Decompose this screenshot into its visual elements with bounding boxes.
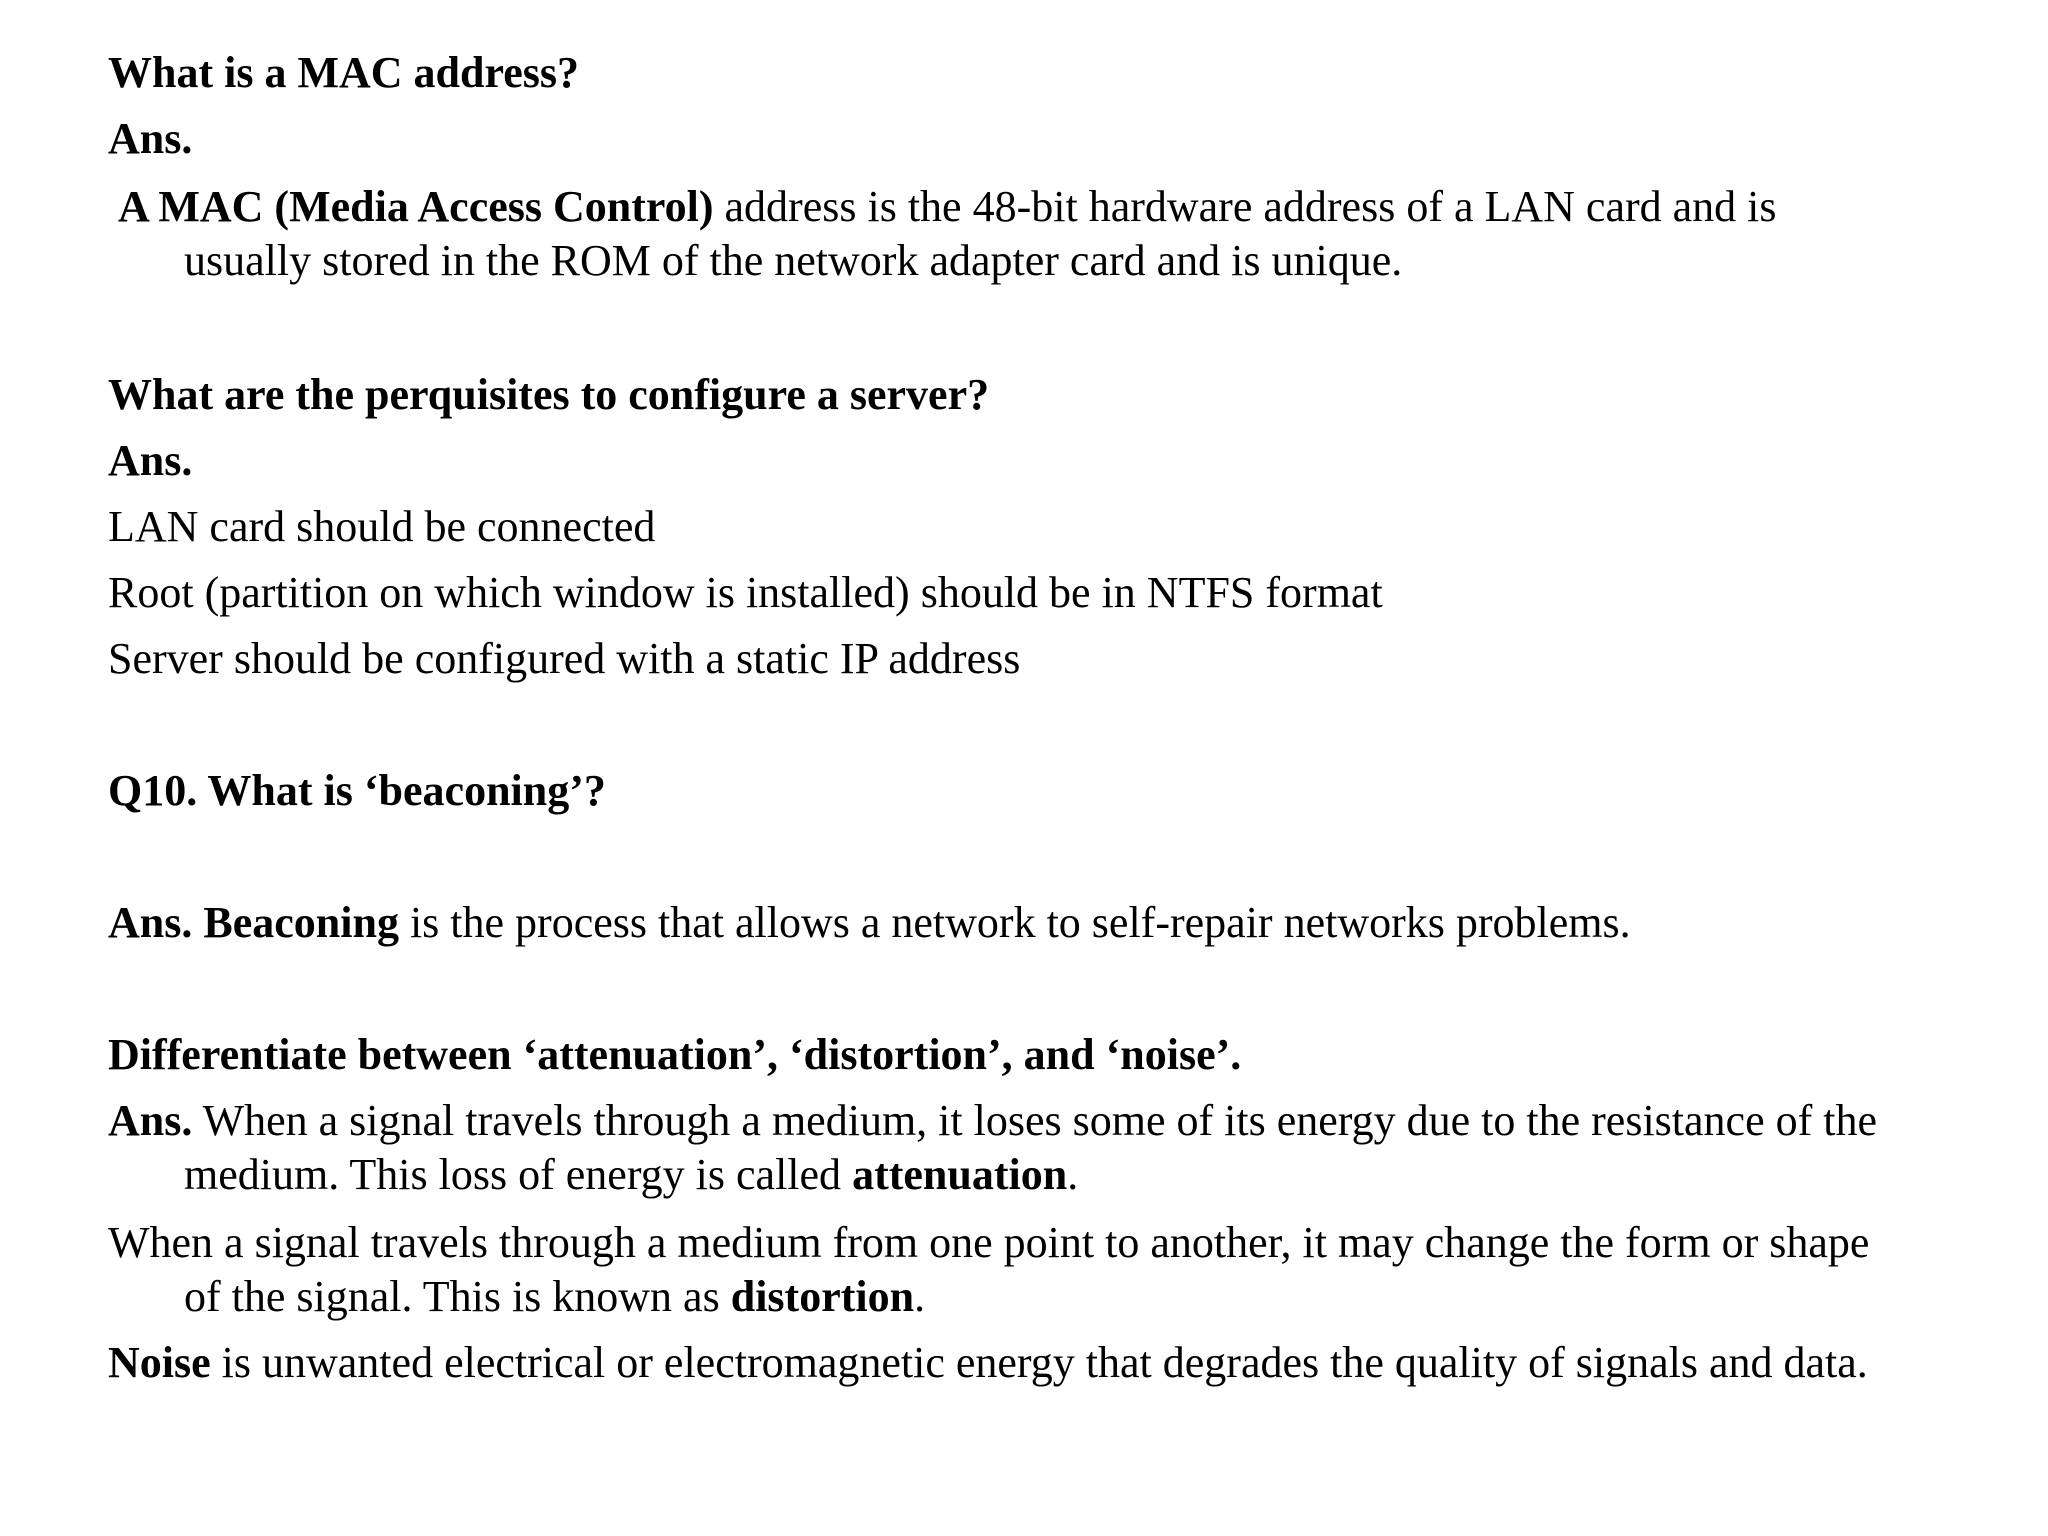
answer-label: Ans. [108, 1096, 193, 1145]
attenuation-line-2 [184, 1148, 1078, 1202]
attenuation-text: When a signal travels through a medium, it loses some of its energy due to the resistance of the [192, 1096, 1878, 1145]
beaconing-answer [108, 896, 1631, 950]
mac-answer-line-1 [118, 180, 1777, 234]
prerequisite-item: LAN card should be connected [108, 502, 656, 551]
mac-term: A MAC (Media Access Control) [118, 182, 714, 231]
distortion-text-2: of the signal. This is known as [184, 1272, 731, 1321]
mac-answer-text: address is the 48-bit hardware address of a LAN card and is [713, 182, 1777, 231]
distortion-line-2 [184, 1270, 925, 1324]
noise-line [108, 1336, 1868, 1390]
answer-label: Ans. [108, 898, 193, 947]
prerequisite-item: Server should be configured with a static IP address [108, 634, 1021, 683]
beaconing-term: Beaconing [203, 898, 399, 947]
question-mac-address: What is a MAC address? [108, 48, 580, 97]
answer-label: Ans. [108, 436, 193, 485]
attenuation-text-2: medium. This loss of energy is called [184, 1150, 853, 1199]
period: . [1067, 1150, 1079, 1199]
answer-label: Ans. [108, 114, 193, 163]
distortion-term: distortion [730, 1272, 915, 1321]
prerequisite-item: Root (partition on which window is installed) should be in NTFS format [108, 568, 1383, 617]
mac-answer-line-2: usually stored in the ROM of the network adapter card and is unique. [184, 236, 1403, 285]
attenuation-term: attenuation [852, 1150, 1068, 1199]
attenuation-line-1 [108, 1094, 1877, 1148]
question-server-prerequisites: What are the perquisites to configure a server? [108, 370, 990, 419]
noise-term: Noise [108, 1338, 211, 1387]
distortion-line-1: When a signal travels through a medium from one point to another, it may change the form or shape [108, 1218, 1870, 1267]
question-beaconing: Q10. What is ‘beaconing’? [108, 766, 606, 815]
noise-definition: is unwanted electrical or electromagnetic energy that degrades the quality of signals and data. [210, 1338, 1868, 1387]
beaconing-definition: is the process that allows a network to self-repair networks problems. [398, 898, 1631, 947]
period: . [914, 1272, 926, 1321]
question-attenuation-distortion-noise: Differentiate between ‘attenuation’, ‘distortion’, and ‘noise’. [108, 1030, 1242, 1079]
